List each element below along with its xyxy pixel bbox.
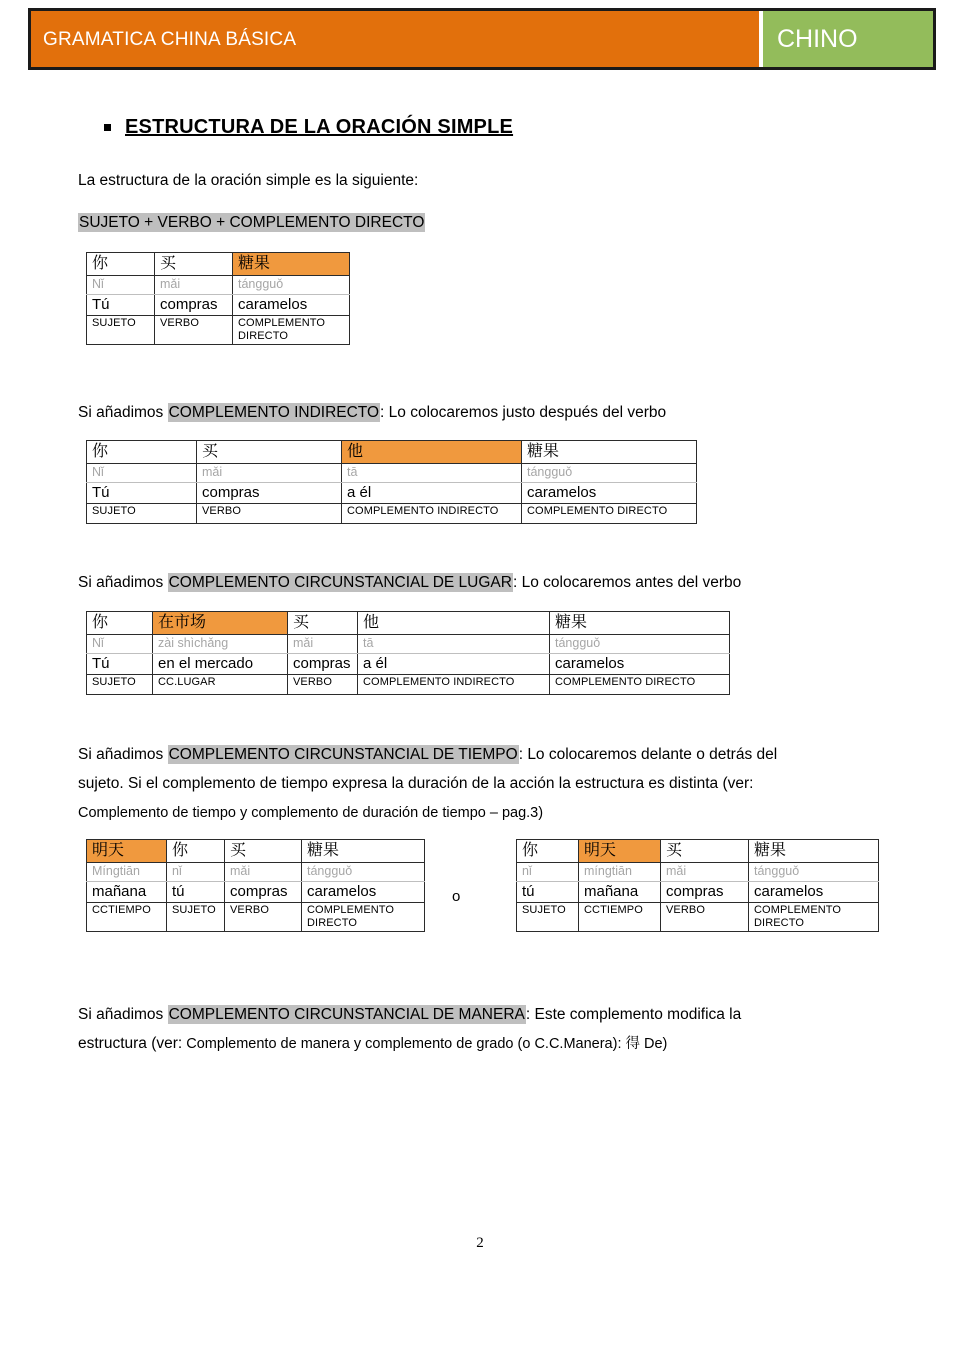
cell-pinyin: tángguǒ <box>233 276 350 294</box>
text-prefix: Si añadimos <box>78 404 168 421</box>
cell-pinyin: Nǐ <box>87 635 153 653</box>
cell-pinyin: mǎi <box>225 863 302 881</box>
text-suffix: Complemento de manera y complemento de grado (o C.C.Manera): 得 De) <box>182 1036 668 1052</box>
cell-hanzi: 你 <box>87 612 153 635</box>
table-row-hanzi <box>87 253 350 276</box>
cell-role: VERBO <box>197 504 342 524</box>
table-complemento-indirecto <box>86 440 697 524</box>
paragraph-complemento-manera <box>78 1002 908 1027</box>
cell-pinyin: Míngtiān <box>87 863 167 881</box>
table-complemento-lugar <box>86 611 730 695</box>
text-prefix: Si añadimos <box>78 1006 168 1023</box>
cell-hanzi: 买 <box>288 612 358 635</box>
cell-spanish: caramelos <box>550 653 730 674</box>
table-row-spanish <box>517 881 879 902</box>
formula-line <box>78 210 425 235</box>
cell-hanzi: 你 <box>87 441 197 464</box>
cell-role: VERBO <box>288 675 358 695</box>
cell-role: CCTIEMPO <box>579 903 661 932</box>
cell-pinyin: mǎi <box>288 635 358 653</box>
cell-role: COMPLEMENTO DIRECTO <box>522 504 697 524</box>
table-cctiempo-delante <box>86 839 425 932</box>
cell-spanish: tú <box>167 881 225 902</box>
cell-hanzi: 你 <box>517 840 579 863</box>
text-suffix: : Lo colocaremos delante o detrás del <box>518 746 778 763</box>
header-title: GRAMATICA CHINA BÁSICA <box>31 11 759 67</box>
cell-spanish: Tú <box>87 294 155 315</box>
header-subject-label: CHINO <box>763 11 933 67</box>
cell-pinyin: Nǐ <box>87 276 155 294</box>
cell-role: COMPLEMENTO DIRECTO <box>550 675 730 695</box>
table-row-spanish <box>87 881 425 902</box>
cell-spanish: compras <box>661 881 749 902</box>
section-heading-row <box>104 116 513 139</box>
table-row-role <box>87 316 350 345</box>
cell-hanzi-highlighted: 明天 <box>579 840 661 863</box>
text-suffix: : Lo colocaremos antes del verbo <box>512 574 742 591</box>
cell-spanish: en el mercado <box>153 653 288 674</box>
cell-pinyin: mǎi <box>197 464 342 482</box>
cell-spanish: a él <box>358 653 550 674</box>
cell-hanzi: 糖果 <box>749 840 879 863</box>
highlighted-term: COMPLEMENTO CIRCUNSTANCIAL DE MANERA <box>168 1006 525 1023</box>
cell-spanish: compras <box>155 294 233 315</box>
cell-role: SUJETO <box>167 903 225 932</box>
cell-pinyin: tā <box>342 464 522 482</box>
cell-spanish: mañana <box>579 881 661 902</box>
conjunction-o: o <box>452 888 461 905</box>
cell-spanish: mañana <box>87 881 167 902</box>
cell-role: COMPLEMENTO INDIRECTO <box>358 675 550 695</box>
cell-pinyin: mǎi <box>661 863 749 881</box>
table-row-hanzi <box>87 612 730 635</box>
paragraph-complemento-tiempo <box>78 742 888 767</box>
paragraph-complemento-lugar <box>78 570 741 595</box>
paragraph-complemento-manera-line2 <box>78 1031 908 1057</box>
cell-spanish: caramelos <box>233 294 350 315</box>
text-prefix: estructura (ver: <box>78 1035 183 1052</box>
cell-spanish: tú <box>517 881 579 902</box>
table-row-spanish <box>87 482 697 503</box>
table-row-hanzi <box>517 840 879 863</box>
cell-pinyin: tángguǒ <box>550 635 730 653</box>
cell-role: COMPLEMENTO INDIRECTO <box>342 504 522 524</box>
table-row-role <box>87 903 425 932</box>
cell-hanzi: 糖果 <box>522 441 697 464</box>
cell-hanzi: 买 <box>661 840 749 863</box>
cell-role: SUJETO <box>87 316 155 345</box>
cell-role: CCTIEMPO <box>87 903 167 932</box>
cell-hanzi: 他 <box>358 612 550 635</box>
formula-text: SUJETO + VERBO + COMPLEMENTO DIRECTO <box>79 214 425 231</box>
cell-hanzi: 买 <box>225 840 302 863</box>
cell-hanzi-highlighted: 在市场 <box>153 612 288 635</box>
table-row-pinyin <box>87 276 350 294</box>
text-prefix: Si añadimos <box>78 746 168 763</box>
cell-pinyin: Nǐ <box>87 464 197 482</box>
bullet-square-icon <box>104 124 111 131</box>
text-prefix: Si añadimos <box>78 574 168 591</box>
page-title: ESTRUCTURA DE LA ORACIÓN SIMPLE <box>125 116 514 138</box>
cell-hanzi-highlighted: 明天 <box>87 840 167 863</box>
cell-spanish: Tú <box>87 482 197 503</box>
table-row-role <box>87 675 730 695</box>
cell-role: SUJETO <box>87 504 197 524</box>
table-cctiempo-detras <box>516 839 879 932</box>
table-row-pinyin <box>87 863 425 881</box>
cell-pinyin: tā <box>358 635 550 653</box>
cell-role: COMPLEMENTO DIRECTO <box>749 903 879 932</box>
table-row-role <box>87 504 697 524</box>
cell-pinyin: nǐ <box>167 863 225 881</box>
cell-role: VERBO <box>661 903 749 932</box>
intro-paragraph: La estructura de la oración simple es la siguiente: <box>78 172 419 189</box>
page-number: 2 <box>476 1235 484 1251</box>
cell-hanzi: 糖果 <box>550 612 730 635</box>
cell-spanish: caramelos <box>749 881 879 902</box>
paragraph-complemento-indirecto <box>78 400 666 425</box>
cell-role: COMPLEMENTO DIRECTO <box>233 316 350 345</box>
cell-pinyin: mǎi <box>155 276 233 294</box>
highlighted-term: COMPLEMENTO INDIRECTO <box>168 404 380 421</box>
paragraph-complemento-tiempo-line3: Complemento de tiempo y complemento de duración de tiempo – pag.3) <box>78 805 544 821</box>
cell-pinyin: nǐ <box>517 863 579 881</box>
cell-pinyin: míngtiān <box>579 863 661 881</box>
cell-spanish: compras <box>288 653 358 674</box>
table-row-hanzi <box>87 441 697 464</box>
cell-role: VERBO <box>155 316 233 345</box>
cell-hanzi: 你 <box>87 253 155 276</box>
cell-hanzi-highlighted: 他 <box>342 441 522 464</box>
table-row-role <box>517 903 879 932</box>
highlighted-term: COMPLEMENTO CIRCUNSTANCIAL DE LUGAR <box>168 574 512 591</box>
text-suffix: : Lo colocaremos justo después del verbo <box>380 404 667 421</box>
cell-spanish: compras <box>225 881 302 902</box>
highlighted-term: COMPLEMENTO CIRCUNSTANCIAL DE TIEMPO <box>168 746 518 763</box>
table-row-pinyin <box>517 863 879 881</box>
cell-role: VERBO <box>225 903 302 932</box>
table-row-pinyin <box>87 464 697 482</box>
cell-hanzi-highlighted: 糖果 <box>233 253 350 276</box>
page-header-banner <box>28 8 936 70</box>
cell-role: CC.LUGAR <box>153 675 288 695</box>
paragraph-complemento-tiempo-line2: sujeto. Si el complemento de tiempo expresa la duración de la acción la estructura es distinta (ver: <box>78 775 754 792</box>
table-row-spanish <box>87 653 730 674</box>
cell-spanish: compras <box>197 482 342 503</box>
cell-pinyin: tángguǒ <box>749 863 879 881</box>
cell-spanish: Tú <box>87 653 153 674</box>
cell-hanzi: 糖果 <box>302 840 425 863</box>
cell-hanzi: 买 <box>155 253 233 276</box>
cell-role: COMPLEMENTO DIRECTO <box>302 903 425 932</box>
cell-spanish: a él <box>342 482 522 503</box>
cell-role: SUJETO <box>87 675 153 695</box>
text-suffix: : Este complemento modifica la <box>525 1006 742 1023</box>
cell-pinyin: tángguǒ <box>522 464 697 482</box>
table-row-spanish <box>87 294 350 315</box>
cell-pinyin: zài shìchǎng <box>153 635 288 653</box>
table-row-pinyin <box>87 635 730 653</box>
cell-spanish: caramelos <box>522 482 697 503</box>
cell-role: SUJETO <box>517 903 579 932</box>
table-row-hanzi <box>87 840 425 863</box>
cell-pinyin: tángguǒ <box>302 863 425 881</box>
cell-hanzi: 你 <box>167 840 225 863</box>
table-sujeto-verbo-cd <box>86 252 350 345</box>
cell-spanish: caramelos <box>302 881 425 902</box>
cell-hanzi: 买 <box>197 441 342 464</box>
